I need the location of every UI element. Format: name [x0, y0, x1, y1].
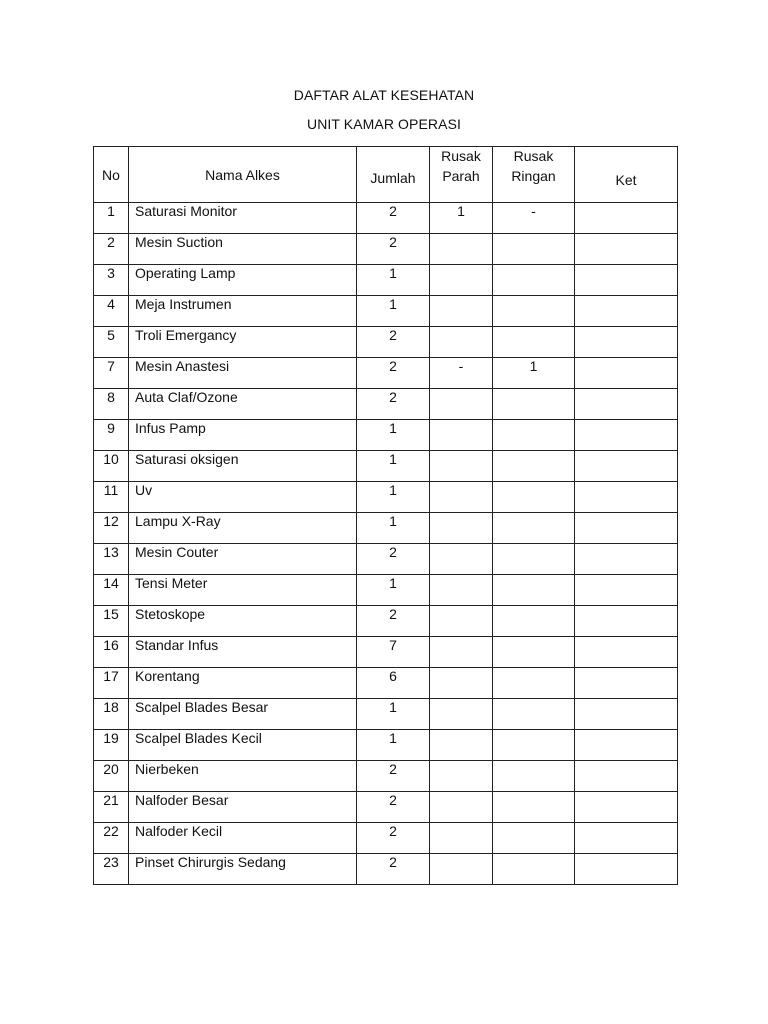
cell-ket [575, 234, 678, 265]
cell-no: 18 [94, 699, 129, 730]
cell-jumlah: 2 [357, 358, 430, 389]
cell-jumlah: 2 [357, 234, 430, 265]
cell-rusak-parah [430, 668, 493, 699]
cell-no: 19 [94, 730, 129, 761]
cell-nama-alkes: Saturasi oksigen [129, 451, 357, 482]
cell-ket [575, 823, 678, 854]
cell-ket [575, 358, 678, 389]
table-row [94, 482, 678, 513]
cell-ket [575, 668, 678, 699]
cell-no: 20 [94, 761, 129, 792]
table-row [94, 854, 678, 885]
cell-no: 14 [94, 575, 129, 606]
cell-jumlah: 2 [357, 544, 430, 575]
cell-no: 5 [94, 327, 129, 358]
cell-rusak-ringan [493, 513, 575, 544]
cell-no: 15 [94, 606, 129, 637]
cell-rusak-parah [430, 792, 493, 823]
cell-nama-alkes: Standar Infus [129, 637, 357, 668]
cell-no: 7 [94, 358, 129, 389]
header-no: No [94, 147, 129, 203]
cell-rusak-ringan [493, 451, 575, 482]
table-row [94, 327, 678, 358]
cell-no: 9 [94, 420, 129, 451]
cell-jumlah: 1 [357, 420, 430, 451]
header-nama-alkes: Nama Alkes [129, 147, 357, 203]
table-row [94, 420, 678, 451]
header-ket: Ket [575, 147, 678, 203]
cell-rusak-parah [430, 544, 493, 575]
cell-rusak-parah [430, 575, 493, 606]
cell-no: 13 [94, 544, 129, 575]
cell-rusak-parah [430, 854, 493, 885]
cell-rusak-parah: 1 [430, 203, 493, 234]
cell-rusak-ringan [493, 265, 575, 296]
cell-no: 16 [94, 637, 129, 668]
table-row [94, 699, 678, 730]
table-row [94, 761, 678, 792]
cell-ket [575, 606, 678, 637]
cell-rusak-ringan [493, 637, 575, 668]
cell-rusak-ringan [493, 606, 575, 637]
cell-jumlah: 2 [357, 761, 430, 792]
table-row [94, 234, 678, 265]
table-row [94, 823, 678, 854]
cell-jumlah: 2 [357, 389, 430, 420]
table-row [94, 544, 678, 575]
cell-no: 12 [94, 513, 129, 544]
cell-nama-alkes: Korentang [129, 668, 357, 699]
cell-rusak-parah [430, 296, 493, 327]
cell-jumlah: 7 [357, 637, 430, 668]
table-body [94, 203, 678, 885]
cell-rusak-ringan [493, 699, 575, 730]
cell-nama-alkes: Tensi Meter [129, 575, 357, 606]
cell-ket [575, 389, 678, 420]
cell-rusak-parah [430, 327, 493, 358]
cell-rusak-ringan [493, 575, 575, 606]
table-row [94, 606, 678, 637]
cell-nama-alkes: Scalpel Blades Kecil [129, 730, 357, 761]
cell-ket [575, 203, 678, 234]
table-row [94, 265, 678, 296]
cell-ket [575, 792, 678, 823]
cell-no: 8 [94, 389, 129, 420]
cell-no: 1 [94, 203, 129, 234]
cell-jumlah: 6 [357, 668, 430, 699]
table-row [94, 358, 678, 389]
cell-nama-alkes: Saturasi Monitor [129, 203, 357, 234]
cell-rusak-parah [430, 637, 493, 668]
cell-jumlah: 1 [357, 513, 430, 544]
cell-rusak-ringan [493, 389, 575, 420]
cell-ket [575, 451, 678, 482]
cell-rusak-ringan [493, 668, 575, 699]
cell-jumlah: 2 [357, 854, 430, 885]
cell-no: 21 [94, 792, 129, 823]
cell-nama-alkes: Mesin Anastesi [129, 358, 357, 389]
cell-rusak-ringan [493, 823, 575, 854]
cell-rusak-ringan [493, 544, 575, 575]
alkes-table [93, 146, 678, 885]
cell-ket [575, 544, 678, 575]
cell-no: 4 [94, 296, 129, 327]
header-jumlah: Jumlah [357, 147, 430, 203]
cell-ket [575, 327, 678, 358]
cell-jumlah: 1 [357, 699, 430, 730]
cell-rusak-parah [430, 606, 493, 637]
cell-jumlah: 2 [357, 606, 430, 637]
table-row [94, 296, 678, 327]
cell-rusak-ringan [493, 761, 575, 792]
cell-ket [575, 296, 678, 327]
cell-jumlah: 1 [357, 265, 430, 296]
cell-no: 23 [94, 854, 129, 885]
cell-ket [575, 482, 678, 513]
cell-jumlah: 2 [357, 823, 430, 854]
table-row [94, 575, 678, 606]
cell-nama-alkes: Infus Pamp [129, 420, 357, 451]
cell-no: 22 [94, 823, 129, 854]
cell-ket [575, 699, 678, 730]
cell-nama-alkes: Stetoskope [129, 606, 357, 637]
table-row [94, 451, 678, 482]
table-row [94, 792, 678, 823]
cell-rusak-ringan: 1 [493, 358, 575, 389]
cell-jumlah: 1 [357, 451, 430, 482]
table-row [94, 730, 678, 761]
cell-jumlah: 1 [357, 730, 430, 761]
cell-jumlah: 1 [357, 296, 430, 327]
cell-rusak-parah [430, 234, 493, 265]
cell-ket [575, 761, 678, 792]
cell-rusak-ringan [493, 234, 575, 265]
table-row [94, 389, 678, 420]
cell-ket [575, 420, 678, 451]
cell-rusak-ringan [493, 482, 575, 513]
document-subtitle: UNIT KAMAR OPERASI [306, 116, 462, 132]
cell-no: 10 [94, 451, 129, 482]
cell-ket [575, 265, 678, 296]
cell-ket [575, 730, 678, 761]
cell-nama-alkes: Operating Lamp [129, 265, 357, 296]
cell-rusak-parah [430, 823, 493, 854]
cell-nama-alkes: Nalfoder Kecil [129, 823, 357, 854]
header-rusak-parah: Rusak Parah [430, 147, 493, 203]
document-title: DAFTAR ALAT KESEHATAN [293, 87, 475, 103]
cell-nama-alkes: Troli Emergancy [129, 327, 357, 358]
cell-rusak-parah [430, 451, 493, 482]
cell-jumlah: 1 [357, 575, 430, 606]
cell-rusak-parah [430, 513, 493, 544]
cell-rusak-parah [430, 761, 493, 792]
cell-jumlah: 1 [357, 482, 430, 513]
cell-jumlah: 2 [357, 327, 430, 358]
cell-nama-alkes: Meja Instrumen [129, 296, 357, 327]
cell-nama-alkes: Auta Claf/Ozone [129, 389, 357, 420]
cell-nama-alkes: Mesin Suction [129, 234, 357, 265]
cell-ket [575, 637, 678, 668]
table-row [94, 203, 678, 234]
cell-rusak-ringan: - [493, 203, 575, 234]
table-header-row [94, 147, 678, 203]
cell-nama-alkes: Nalfoder Besar [129, 792, 357, 823]
cell-rusak-parah [430, 389, 493, 420]
table-row [94, 668, 678, 699]
cell-rusak-parah: - [430, 358, 493, 389]
cell-nama-alkes: Uv [129, 482, 357, 513]
cell-jumlah: 2 [357, 203, 430, 234]
table-row [94, 513, 678, 544]
cell-rusak-parah [430, 730, 493, 761]
cell-ket [575, 854, 678, 885]
cell-ket [575, 575, 678, 606]
cell-jumlah: 2 [357, 792, 430, 823]
cell-nama-alkes: Lampu X-Ray [129, 513, 357, 544]
cell-rusak-ringan [493, 296, 575, 327]
cell-rusak-parah [430, 265, 493, 296]
cell-nama-alkes: Mesin Couter [129, 544, 357, 575]
cell-no: 11 [94, 482, 129, 513]
cell-rusak-parah [430, 420, 493, 451]
header-rusak-ringan: Rusak Ringan [493, 147, 575, 203]
cell-rusak-ringan [493, 730, 575, 761]
table-row [94, 637, 678, 668]
cell-nama-alkes: Scalpel Blades Besar [129, 699, 357, 730]
cell-nama-alkes: Pinset Chirurgis Sedang [129, 854, 357, 885]
cell-rusak-ringan [493, 792, 575, 823]
cell-no: 2 [94, 234, 129, 265]
cell-no: 3 [94, 265, 129, 296]
cell-no: 17 [94, 668, 129, 699]
cell-rusak-ringan [493, 327, 575, 358]
cell-rusak-parah [430, 699, 493, 730]
cell-nama-alkes: Nierbeken [129, 761, 357, 792]
cell-rusak-ringan [493, 420, 575, 451]
cell-ket [575, 513, 678, 544]
cell-rusak-ringan [493, 854, 575, 885]
cell-rusak-parah [430, 482, 493, 513]
